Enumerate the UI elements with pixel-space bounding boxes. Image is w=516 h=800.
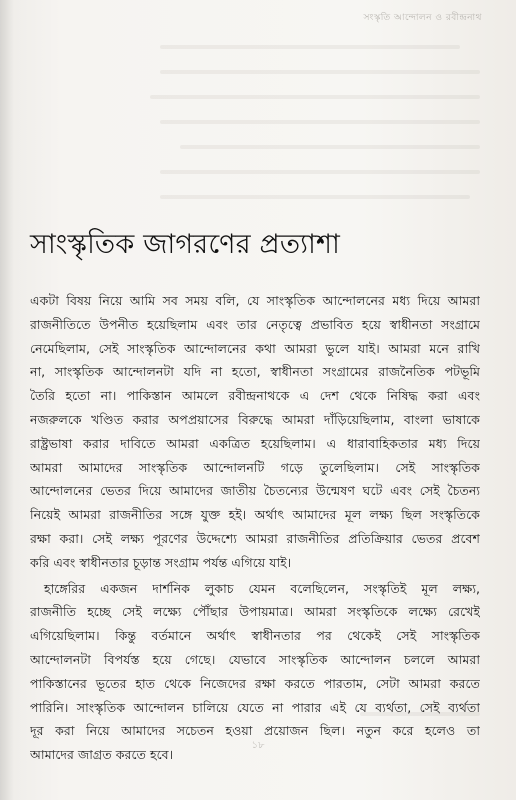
show-through-line <box>160 45 460 49</box>
text-line: দূর করা নিয়ে আমাদের সচেতন হওয়া প্রয়োজন ছিল। নতুন করে হলেও তা <box>30 723 480 739</box>
show-through-line <box>160 195 470 199</box>
text-line: নজরুলকে খণ্ডিত করার অপপ্রয়াসের বিরুদ্ধে আমরা দাঁড়িয়েছিলাম, বাংলা ভাষাকে <box>30 411 480 427</box>
text-line: আন্দোলনের ভেতর দিয়ে আমাদের জাতীয় চৈতন্যের উন্মেষণ ঘটে এবং সেই চৈতন্য <box>30 483 480 499</box>
text-line: পারিনি। সাংস্কৃতিক আন্দোলন চালিয়ে যেতে না পারার এই যে ব্যর্থতা, সেই ব্যর্থতা <box>30 699 480 715</box>
text-line: আমাদের জাগ্রত করতে হবে। <box>30 747 174 763</box>
show-through-line <box>160 120 480 124</box>
page-number: ১৮ <box>251 740 265 751</box>
text-line: রাষ্ট্রভাষা করার দাবিতে আমরা একত্রিত হয়েছিলাম। এ ধারাবাহিকতার মধ্য দিয়ে <box>30 435 480 451</box>
show-through-line <box>160 170 480 174</box>
running-header: সংস্কৃতি আন্দোলন ও রবীন্দ্রনাথ <box>363 13 482 23</box>
body-text <box>30 289 480 767</box>
text-line: একটা বিষয় নিয়ে আমি সব সময় বলি, যে সাংস্কৃতিক আন্দোলনের মধ্য দিয়ে আমরা <box>30 293 480 308</box>
text-line: আন্দোলনটা বিপর্যস্ত হয়ে গেছে। যেভাবে সাংস্কৃতিক আন্দোলন চললে আমরা <box>30 651 480 667</box>
text-line: হাঙ্গেরির একজন দার্শনিক লুকাচ যেমন বলেছিলেন, সংস্কৃতিই মূল লক্ষ্য, <box>44 580 480 596</box>
text-line: রক্ষা করা। সেই লক্ষ্য পূরণের উদ্দেশ্যে আমরা রাজনীতির প্রতিক্রিয়ার ভেতর প্রবেশ <box>30 530 480 546</box>
text-line: না, সাংস্কৃতিক আন্দোলনটা যদি না হতো, স্বাধীনতা সংগ্রামের রাজনৈতিক পটভূমি <box>30 364 480 380</box>
text-line: পাকিস্তানের ভূতের হাত থেকে নিজেদের রক্ষা করতে পারতাম, সেটা আমরা করতে <box>30 675 480 691</box>
show-through-line <box>180 145 480 149</box>
text-line: নিয়েই আমরা রাজনীতির সঙ্গে যুক্ত হই। অর্থাৎ আমাদের মূল লক্ষ্য ছিল সংস্কৃতিকে <box>30 507 480 523</box>
spine-shadow <box>0 0 14 800</box>
text-line: করি এবং স্বাধীনতার চূড়ান্ত সংগ্রাম পর্যন্ত এগিয়ে যাই। <box>30 554 292 570</box>
show-through-line <box>160 70 480 74</box>
section-heading: সাংস্কৃতিক জাগরণের প্রত্যাশা <box>30 229 341 260</box>
paragraph-1 <box>30 289 480 575</box>
text-line: তৈরি হতো না। পাকিস্তান আমলে রবীন্দ্রনাথকে এ দেশ থেকে নিষিদ্ধ করা এবং <box>30 388 480 404</box>
show-through-line <box>150 95 480 99</box>
text-line: আমরা আমাদের সাংস্কৃতিক আন্দোলনটি গড়ে তুলেছিলাম। সেই সাংস্কৃতিক <box>30 459 480 475</box>
text-line: রাজনীতি হচ্ছে সেই লক্ষ্যে পৌঁছার উপায়মাত্র। আমরা সংস্কৃতিকে লক্ষ্যে রেখেই <box>30 604 480 620</box>
text-line: এগিয়েছিলাম। কিন্তু বর্তমানে অর্থাৎ স্বাধীনতার পর থেকেই সেই সাংস্কৃতিক <box>30 628 480 644</box>
text-line: রাজনীতিতে উপনীত হয়েছিলাম এবং তার নেতৃত্বে প্রভাবিত হয়ে স্বাধীনতা সংগ্রামে <box>30 316 480 332</box>
text-line: নেমেছিলাম, সেই সাংস্কৃতিক আন্দোলনের কথা আমরা ভুলে যাই। আমরা মনে রাখি <box>30 340 480 356</box>
